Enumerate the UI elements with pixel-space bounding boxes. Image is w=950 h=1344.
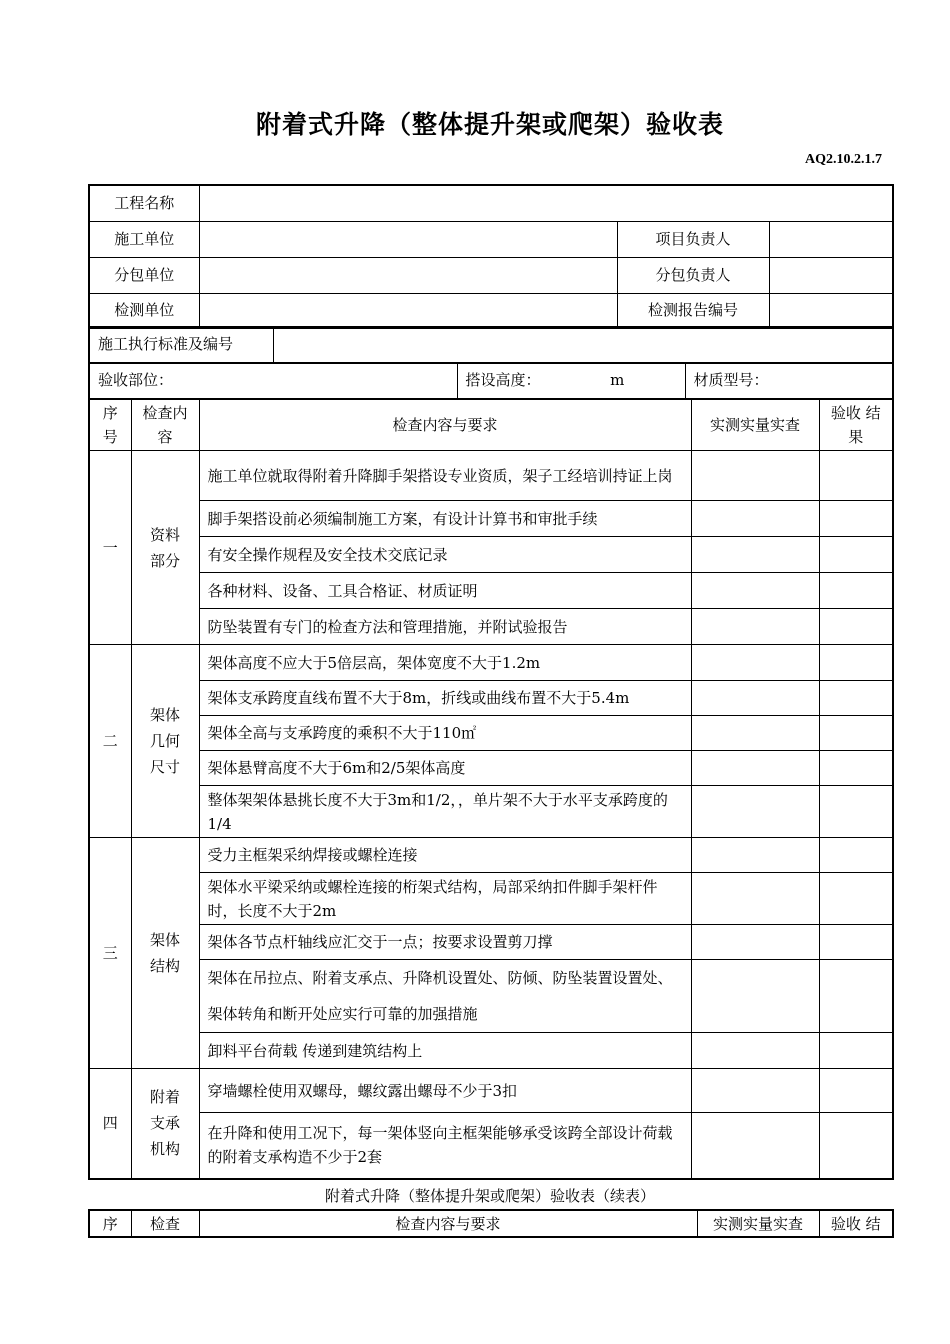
continued-header-seq: 序 xyxy=(89,1210,131,1237)
requirement-text: 架体在吊拉点、附着支承点、升降机设置处、防倾、防坠装置设置处、架体转角和断开处应实行可靠的加强措施 xyxy=(199,960,691,1033)
result-cell[interactable] xyxy=(819,1069,893,1113)
section-number: 二 xyxy=(89,645,131,838)
section-number: 一 xyxy=(89,451,131,645)
result-cell[interactable] xyxy=(819,786,893,838)
measured-cell[interactable] xyxy=(691,1069,819,1113)
sub-manager-label: 分包负责人 xyxy=(617,257,769,293)
header-measured: 实测实量实查 xyxy=(691,399,819,451)
measured-cell[interactable] xyxy=(691,751,819,786)
measured-cell[interactable] xyxy=(691,573,819,609)
measured-cell[interactable] xyxy=(691,501,819,537)
page-title: 附着式升降（整体提升架或爬架）验收表 xyxy=(255,110,724,139)
inspection-unit-field[interactable] xyxy=(199,293,617,328)
subcontractor-field[interactable] xyxy=(199,257,617,293)
continued-header-measured: 实测实量实查 xyxy=(697,1210,819,1237)
section-name: 资料部分 xyxy=(131,451,199,645)
requirement-text: 有安全操作规程及安全技术交底记录 xyxy=(199,537,691,573)
measured-cell[interactable] xyxy=(691,609,819,645)
measured-cell[interactable] xyxy=(691,925,819,960)
requirement-text: 各种材料、设备、工具合格证、材质证明 xyxy=(199,573,691,609)
subcontractor-label: 分包单位 xyxy=(89,257,199,293)
project-manager-field[interactable] xyxy=(769,221,893,257)
result-cell[interactable] xyxy=(819,1033,893,1069)
project-name-field[interactable] xyxy=(199,185,893,221)
measured-cell[interactable] xyxy=(691,645,819,681)
requirement-text: 卸料平台荷载 传递到建筑结构上 xyxy=(199,1033,691,1069)
measured-cell[interactable] xyxy=(691,681,819,716)
measured-cell[interactable] xyxy=(691,786,819,838)
measured-cell[interactable] xyxy=(691,838,819,873)
section-name: 附着支承机构 xyxy=(131,1069,199,1179)
requirement-text: 架体支承跨度直线布置不大于8m，折线或曲线布置不大于5.4m xyxy=(199,681,691,716)
requirement-text: 受力主框架采纳焊接或螺栓连接 xyxy=(199,838,691,873)
measured-cell[interactable] xyxy=(691,716,819,751)
measured-cell[interactable] xyxy=(691,873,819,925)
result-cell[interactable] xyxy=(819,960,893,1033)
requirement-text: 架体悬臂高度不大于6m和2/5架体高度 xyxy=(199,751,691,786)
section-number: 四 xyxy=(89,1069,131,1179)
acceptance-table xyxy=(88,362,894,400)
info-table xyxy=(88,184,894,329)
result-cell[interactable] xyxy=(819,1113,893,1179)
inspection-table xyxy=(88,398,894,1180)
result-cell[interactable] xyxy=(819,501,893,537)
measured-cell[interactable] xyxy=(691,960,819,1033)
header-seq: 序号 xyxy=(89,399,131,451)
section-number: 三 xyxy=(89,838,131,1069)
continued-header-content: 检查内容与要求 xyxy=(199,1210,697,1237)
result-cell[interactable] xyxy=(819,537,893,573)
result-cell[interactable] xyxy=(819,609,893,645)
requirement-text: 在升降和使用工况下，每一架体竖向主框架能够承受该跨全部设计荷载的附着支承构造不少于2套 xyxy=(199,1113,691,1179)
material-label: 材质型号： xyxy=(685,363,893,399)
continued-caption: 附着式升降（整体提升架或爬架）验收表（续表） xyxy=(324,1187,655,1205)
measured-cell[interactable] xyxy=(691,1113,819,1179)
continued-header-result: 验收 结 xyxy=(819,1210,893,1237)
project-name-label: 工程名称 xyxy=(89,185,199,221)
standard-table xyxy=(88,326,894,364)
acceptance-part-label: 验收部位： xyxy=(89,363,457,399)
section-name: 架体结构 xyxy=(131,838,199,1069)
requirement-text: 架体各节点杆轴线应汇交于一点；按要求设置剪刀撑 xyxy=(199,925,691,960)
section-name: 架体几何尺寸 xyxy=(131,645,199,838)
requirement-text: 架体全高与支承跨度的乘积不大于110㎡ xyxy=(199,716,691,751)
result-cell[interactable] xyxy=(819,873,893,925)
header-result: 验收 结果 xyxy=(819,399,893,451)
contractor-label: 施工单位 xyxy=(89,221,199,257)
requirement-text: 施工单位就取得附着升降脚手架搭设专业资质，架子工经培训持证上岗 xyxy=(199,451,691,501)
result-cell[interactable] xyxy=(819,716,893,751)
requirement-text: 脚手架搭设前必须编制施工方案，有设计计算书和审批手续 xyxy=(199,501,691,537)
requirement-text: 防坠装置有专门的检查方法和管理措施，并附试验报告 xyxy=(199,609,691,645)
result-cell[interactable] xyxy=(819,925,893,960)
form-code: AQ2.10.2.1.7 xyxy=(805,152,882,167)
continued-table xyxy=(88,1209,894,1238)
result-cell[interactable] xyxy=(819,573,893,609)
measured-cell[interactable] xyxy=(691,1033,819,1069)
result-cell[interactable] xyxy=(819,681,893,716)
continued-header-item: 检查 xyxy=(131,1210,199,1237)
sub-manager-field[interactable] xyxy=(769,257,893,293)
inspection-unit-label: 检测单位 xyxy=(89,293,199,328)
requirement-text: 整体架架体悬挑长度不大于3m和1/2，，单片架不大于水平支承跨度的1/4 xyxy=(199,786,691,838)
measured-cell[interactable] xyxy=(691,537,819,573)
result-cell[interactable] xyxy=(819,751,893,786)
result-cell[interactable] xyxy=(819,838,893,873)
result-cell[interactable] xyxy=(819,451,893,501)
standard-field[interactable] xyxy=(273,327,893,363)
header-item: 检查内容 xyxy=(131,399,199,451)
contractor-field[interactable] xyxy=(199,221,617,257)
result-cell[interactable] xyxy=(819,645,893,681)
report-no-label: 检测报告编号 xyxy=(617,293,769,328)
measured-cell[interactable] xyxy=(691,451,819,501)
header-content: 检查内容与要求 xyxy=(199,399,691,451)
requirement-text: 架体水平梁采纳或螺栓连接的桁架式结构，局部采纳扣件脚手架杆件时，长度不大于2m xyxy=(199,873,691,925)
project-manager-label: 项目负责人 xyxy=(617,221,769,257)
standard-label: 施工执行标准及编号 xyxy=(89,327,273,363)
requirement-text: 穿墙螺栓使用双螺母，螺纹露出螺母不少于3扣 xyxy=(199,1069,691,1113)
requirement-text: 架体高度不应大于5倍层高，架体宽度不大于1.2m xyxy=(199,645,691,681)
height-unit: m xyxy=(610,371,625,390)
report-no-field[interactable] xyxy=(769,293,893,328)
height-label: 搭设高度： xyxy=(465,371,541,390)
height-cell xyxy=(457,363,685,399)
